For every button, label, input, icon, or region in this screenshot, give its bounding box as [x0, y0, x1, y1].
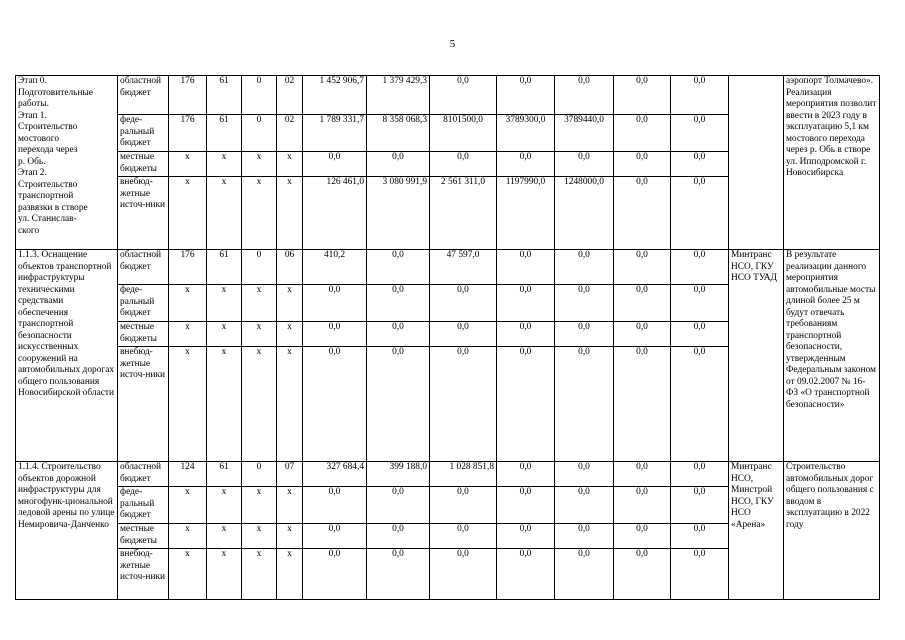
- value-cell: 0,0: [614, 76, 671, 115]
- value-cell: 126 461,0: [303, 177, 367, 250]
- code-cell: х: [277, 487, 303, 524]
- value-cell: 8 358 068,3: [367, 115, 430, 152]
- stage-line: мостового: [18, 133, 60, 144]
- value-cell: 0,0: [671, 524, 729, 549]
- code-cell: х: [242, 347, 277, 462]
- code-cell: 61: [207, 115, 242, 152]
- table-row: [16, 76, 880, 115]
- table-body: [16, 76, 880, 600]
- value-cell: 0,0: [430, 487, 497, 524]
- value-cell: 0,0: [614, 285, 671, 322]
- code-cell: х: [242, 487, 277, 524]
- code-cell: 02: [277, 76, 303, 115]
- value-cell: 0,0: [614, 177, 671, 250]
- value-cell: 1248000,0: [555, 177, 614, 250]
- value-cell: 0,0: [497, 347, 555, 462]
- source-cell: областной бюджет: [118, 250, 169, 285]
- code-cell: 07: [277, 462, 303, 487]
- code-cell: х: [207, 347, 242, 462]
- value-cell: 0,0: [303, 549, 367, 600]
- value-cell: 0,0: [614, 462, 671, 487]
- value-cell: 8101500,0: [430, 115, 497, 152]
- budget-table: [15, 75, 880, 600]
- value-cell: 410,2: [303, 250, 367, 285]
- code-cell: х: [169, 285, 207, 322]
- executor-cell: Минтранс НСО, ГКУ НСО ТУАД: [729, 250, 784, 462]
- value-cell: 0,0: [430, 152, 497, 177]
- code-cell: 0: [242, 462, 277, 487]
- value-cell: 0,0: [367, 152, 430, 177]
- value-cell: 0,0: [671, 347, 729, 462]
- measure-name-cell: 1.1.4. Строительство объектов дорожной инфраструктуры для многофунк-циональной ледовой арены по улице Немировича-Данченко: [16, 462, 118, 600]
- code-cell: х: [207, 487, 242, 524]
- code-cell: х: [242, 524, 277, 549]
- value-cell: 0,0: [367, 285, 430, 322]
- value-cell: 0,0: [303, 285, 367, 322]
- value-cell: 0,0: [555, 462, 614, 487]
- value-cell: 0,0: [430, 322, 497, 347]
- table-row: [16, 462, 880, 487]
- code-cell: х: [242, 177, 277, 250]
- value-cell: 0,0: [671, 487, 729, 524]
- code-cell: х: [169, 177, 207, 250]
- code-cell: х: [207, 285, 242, 322]
- value-cell: 0,0: [497, 524, 555, 549]
- table-row: [16, 250, 880, 285]
- value-cell: 0,0: [671, 250, 729, 285]
- value-cell: 0,0: [430, 76, 497, 115]
- source-cell: феде-ральный бюджет: [118, 487, 169, 524]
- value-cell: 0,0: [614, 487, 671, 524]
- source-cell: внебюд-жетные источ-ники: [118, 177, 169, 250]
- value-cell: 0,0: [671, 549, 729, 600]
- executor-cell: Минтранс НСО, Минстрой НСО, ГКУ НСО «Арена»: [729, 462, 784, 600]
- code-cell: 176: [169, 115, 207, 152]
- value-cell: 0,0: [614, 524, 671, 549]
- value-cell: 0,0: [671, 462, 729, 487]
- code-cell: х: [169, 347, 207, 462]
- value-cell: 0,0: [367, 347, 430, 462]
- code-cell: х: [277, 322, 303, 347]
- code-cell: х: [169, 549, 207, 600]
- value-cell: 0,0: [367, 487, 430, 524]
- value-cell: 0,0: [497, 549, 555, 600]
- value-cell: 0,0: [303, 524, 367, 549]
- result-cell: аэропорт Толмачево». Реализация мероприятия позволит ввести в 2023 году в эксплуатацию 5,1 км мостового перехода через р. Обь в створе ул. Ипподромской г. Новосибирска: [784, 76, 880, 250]
- code-cell: 0: [242, 76, 277, 115]
- value-cell: 0,0: [614, 115, 671, 152]
- code-cell: 176: [169, 250, 207, 285]
- value-cell: 0,0: [671, 76, 729, 115]
- value-cell: 0,0: [497, 487, 555, 524]
- stage-line: Строительство: [18, 179, 78, 190]
- value-cell: 0,0: [555, 347, 614, 462]
- value-cell: 0,0: [671, 115, 729, 152]
- stage-line: Этап 2.: [18, 168, 47, 178]
- value-cell: 0,0: [555, 549, 614, 600]
- code-cell: х: [277, 177, 303, 250]
- stage-line: развязки в створе: [18, 202, 88, 213]
- stage-line: Строительство: [18, 122, 78, 132]
- value-cell: 0,0: [555, 250, 614, 285]
- value-cell: 0,0: [303, 322, 367, 347]
- value-cell: 399 188,0: [367, 462, 430, 487]
- code-cell: х: [242, 152, 277, 177]
- code-cell: 0: [242, 115, 277, 152]
- stage-line: ского: [18, 225, 40, 236]
- result-cell: Строительство автомобильных дорог общего пользования с вводом в эксплуатацию в 2022 году: [784, 462, 880, 600]
- measure-name-cell: [16, 76, 118, 250]
- code-cell: х: [169, 322, 207, 347]
- stage-line: транспортной: [18, 191, 74, 201]
- code-cell: х: [207, 549, 242, 600]
- code-cell: х: [242, 285, 277, 322]
- value-cell: 0,0: [303, 347, 367, 462]
- stage-line: Этап 0.: [18, 76, 47, 86]
- code-cell: 176: [169, 76, 207, 115]
- source-cell: феде-ральный бюджет: [118, 115, 169, 152]
- value-cell: 1197990,0: [497, 177, 555, 250]
- value-cell: 1 379 429,3: [367, 76, 430, 115]
- code-cell: х: [277, 347, 303, 462]
- value-cell: 0,0: [367, 524, 430, 549]
- source-cell: местные бюджеты: [118, 152, 169, 177]
- value-cell: 3789440,0: [555, 115, 614, 152]
- code-cell: х: [207, 322, 242, 347]
- value-cell: 0,0: [430, 524, 497, 549]
- source-cell: феде-ральный бюджет: [118, 285, 169, 322]
- stage-line: ул. Станислав-: [18, 214, 77, 224]
- value-cell: 3789300,0: [497, 115, 555, 152]
- stage-line: перехода через: [18, 145, 78, 155]
- value-cell: 327 684,4: [303, 462, 367, 487]
- value-cell: 0,0: [303, 487, 367, 524]
- value-cell: 0,0: [430, 347, 497, 462]
- stage-line: работы.: [18, 99, 49, 109]
- value-cell: 0,0: [367, 250, 430, 285]
- code-cell: х: [169, 524, 207, 549]
- value-cell: 0,0: [497, 250, 555, 285]
- source-cell: областной бюджет: [118, 462, 169, 487]
- value-cell: 47 597,0: [430, 250, 497, 285]
- code-cell: х: [277, 549, 303, 600]
- value-cell: 3 080 991,9: [367, 177, 430, 250]
- value-cell: 0,0: [497, 285, 555, 322]
- value-cell: 0,0: [555, 152, 614, 177]
- value-cell: 0,0: [671, 322, 729, 347]
- code-cell: х: [207, 177, 242, 250]
- source-cell: внебюд-жетные источ-ники: [118, 347, 169, 462]
- code-cell: 124: [169, 462, 207, 487]
- code-cell: 02: [277, 115, 303, 152]
- result-cell: В результате реализации данного мероприятия автомобильные мосты длиной более 25 м будут отвечать требованиям транспортной безопасности, утвержденным Федеральным законом от 09.02.2007 № 16-ФЗ «О транспортной безопасности»: [784, 250, 880, 462]
- code-cell: 06: [277, 250, 303, 285]
- value-cell: 0,0: [555, 487, 614, 524]
- value-cell: 0,0: [671, 285, 729, 322]
- source-cell: внебюд-жетные источ-ники: [118, 549, 169, 600]
- value-cell: 0,0: [555, 524, 614, 549]
- value-cell: 1 452 906,7: [303, 76, 367, 115]
- value-cell: 0,0: [497, 152, 555, 177]
- code-cell: х: [207, 524, 242, 549]
- value-cell: 0,0: [614, 152, 671, 177]
- value-cell: 0,0: [614, 250, 671, 285]
- stage-line: р. Обь.: [18, 156, 46, 167]
- code-cell: 61: [207, 250, 242, 285]
- executor-cell: [729, 76, 784, 250]
- code-cell: х: [207, 152, 242, 177]
- value-cell: 1 789 331,7: [303, 115, 367, 152]
- value-cell: 0,0: [614, 347, 671, 462]
- value-cell: 0,0: [303, 152, 367, 177]
- code-cell: х: [242, 549, 277, 600]
- value-cell: 0,0: [497, 322, 555, 347]
- code-cell: 61: [207, 462, 242, 487]
- code-cell: х: [242, 322, 277, 347]
- value-cell: 0,0: [367, 322, 430, 347]
- code-cell: х: [169, 487, 207, 524]
- code-cell: 61: [207, 76, 242, 115]
- source-cell: местные бюджеты: [118, 524, 169, 549]
- value-cell: 0,0: [497, 76, 555, 115]
- stage-line: Подготовительные: [18, 87, 93, 98]
- value-cell: 0,0: [430, 549, 497, 600]
- value-cell: 0,0: [430, 285, 497, 322]
- code-cell: х: [169, 152, 207, 177]
- value-cell: 0,0: [614, 549, 671, 600]
- value-cell: 0,0: [671, 152, 729, 177]
- source-cell: местные бюджеты: [118, 322, 169, 347]
- value-cell: 0,0: [555, 76, 614, 115]
- value-cell: 0,0: [555, 322, 614, 347]
- source-cell: областной бюджет: [118, 76, 169, 115]
- value-cell: 0,0: [614, 322, 671, 347]
- value-cell: 2 561 311,0: [430, 177, 497, 250]
- page-number: 5: [449, 38, 456, 50]
- measure-name-cell: 1.1.3. Оснащение объектов транспортной инфраструктуры техническими средствами обеспечения транспортной безопасности искусственных сооружений на автомобильных дорогах общего пользования Новосибирской области: [16, 250, 118, 462]
- code-cell: х: [277, 524, 303, 549]
- code-cell: х: [277, 152, 303, 177]
- value-cell: 0,0: [671, 177, 729, 250]
- code-cell: х: [277, 285, 303, 322]
- value-cell: 0,0: [555, 285, 614, 322]
- stage-line: Этап 1.: [18, 110, 47, 121]
- code-cell: 0: [242, 250, 277, 285]
- value-cell: 0,0: [367, 549, 430, 600]
- value-cell: 1 028 851,8: [430, 462, 497, 487]
- value-cell: 0,0: [497, 462, 555, 487]
